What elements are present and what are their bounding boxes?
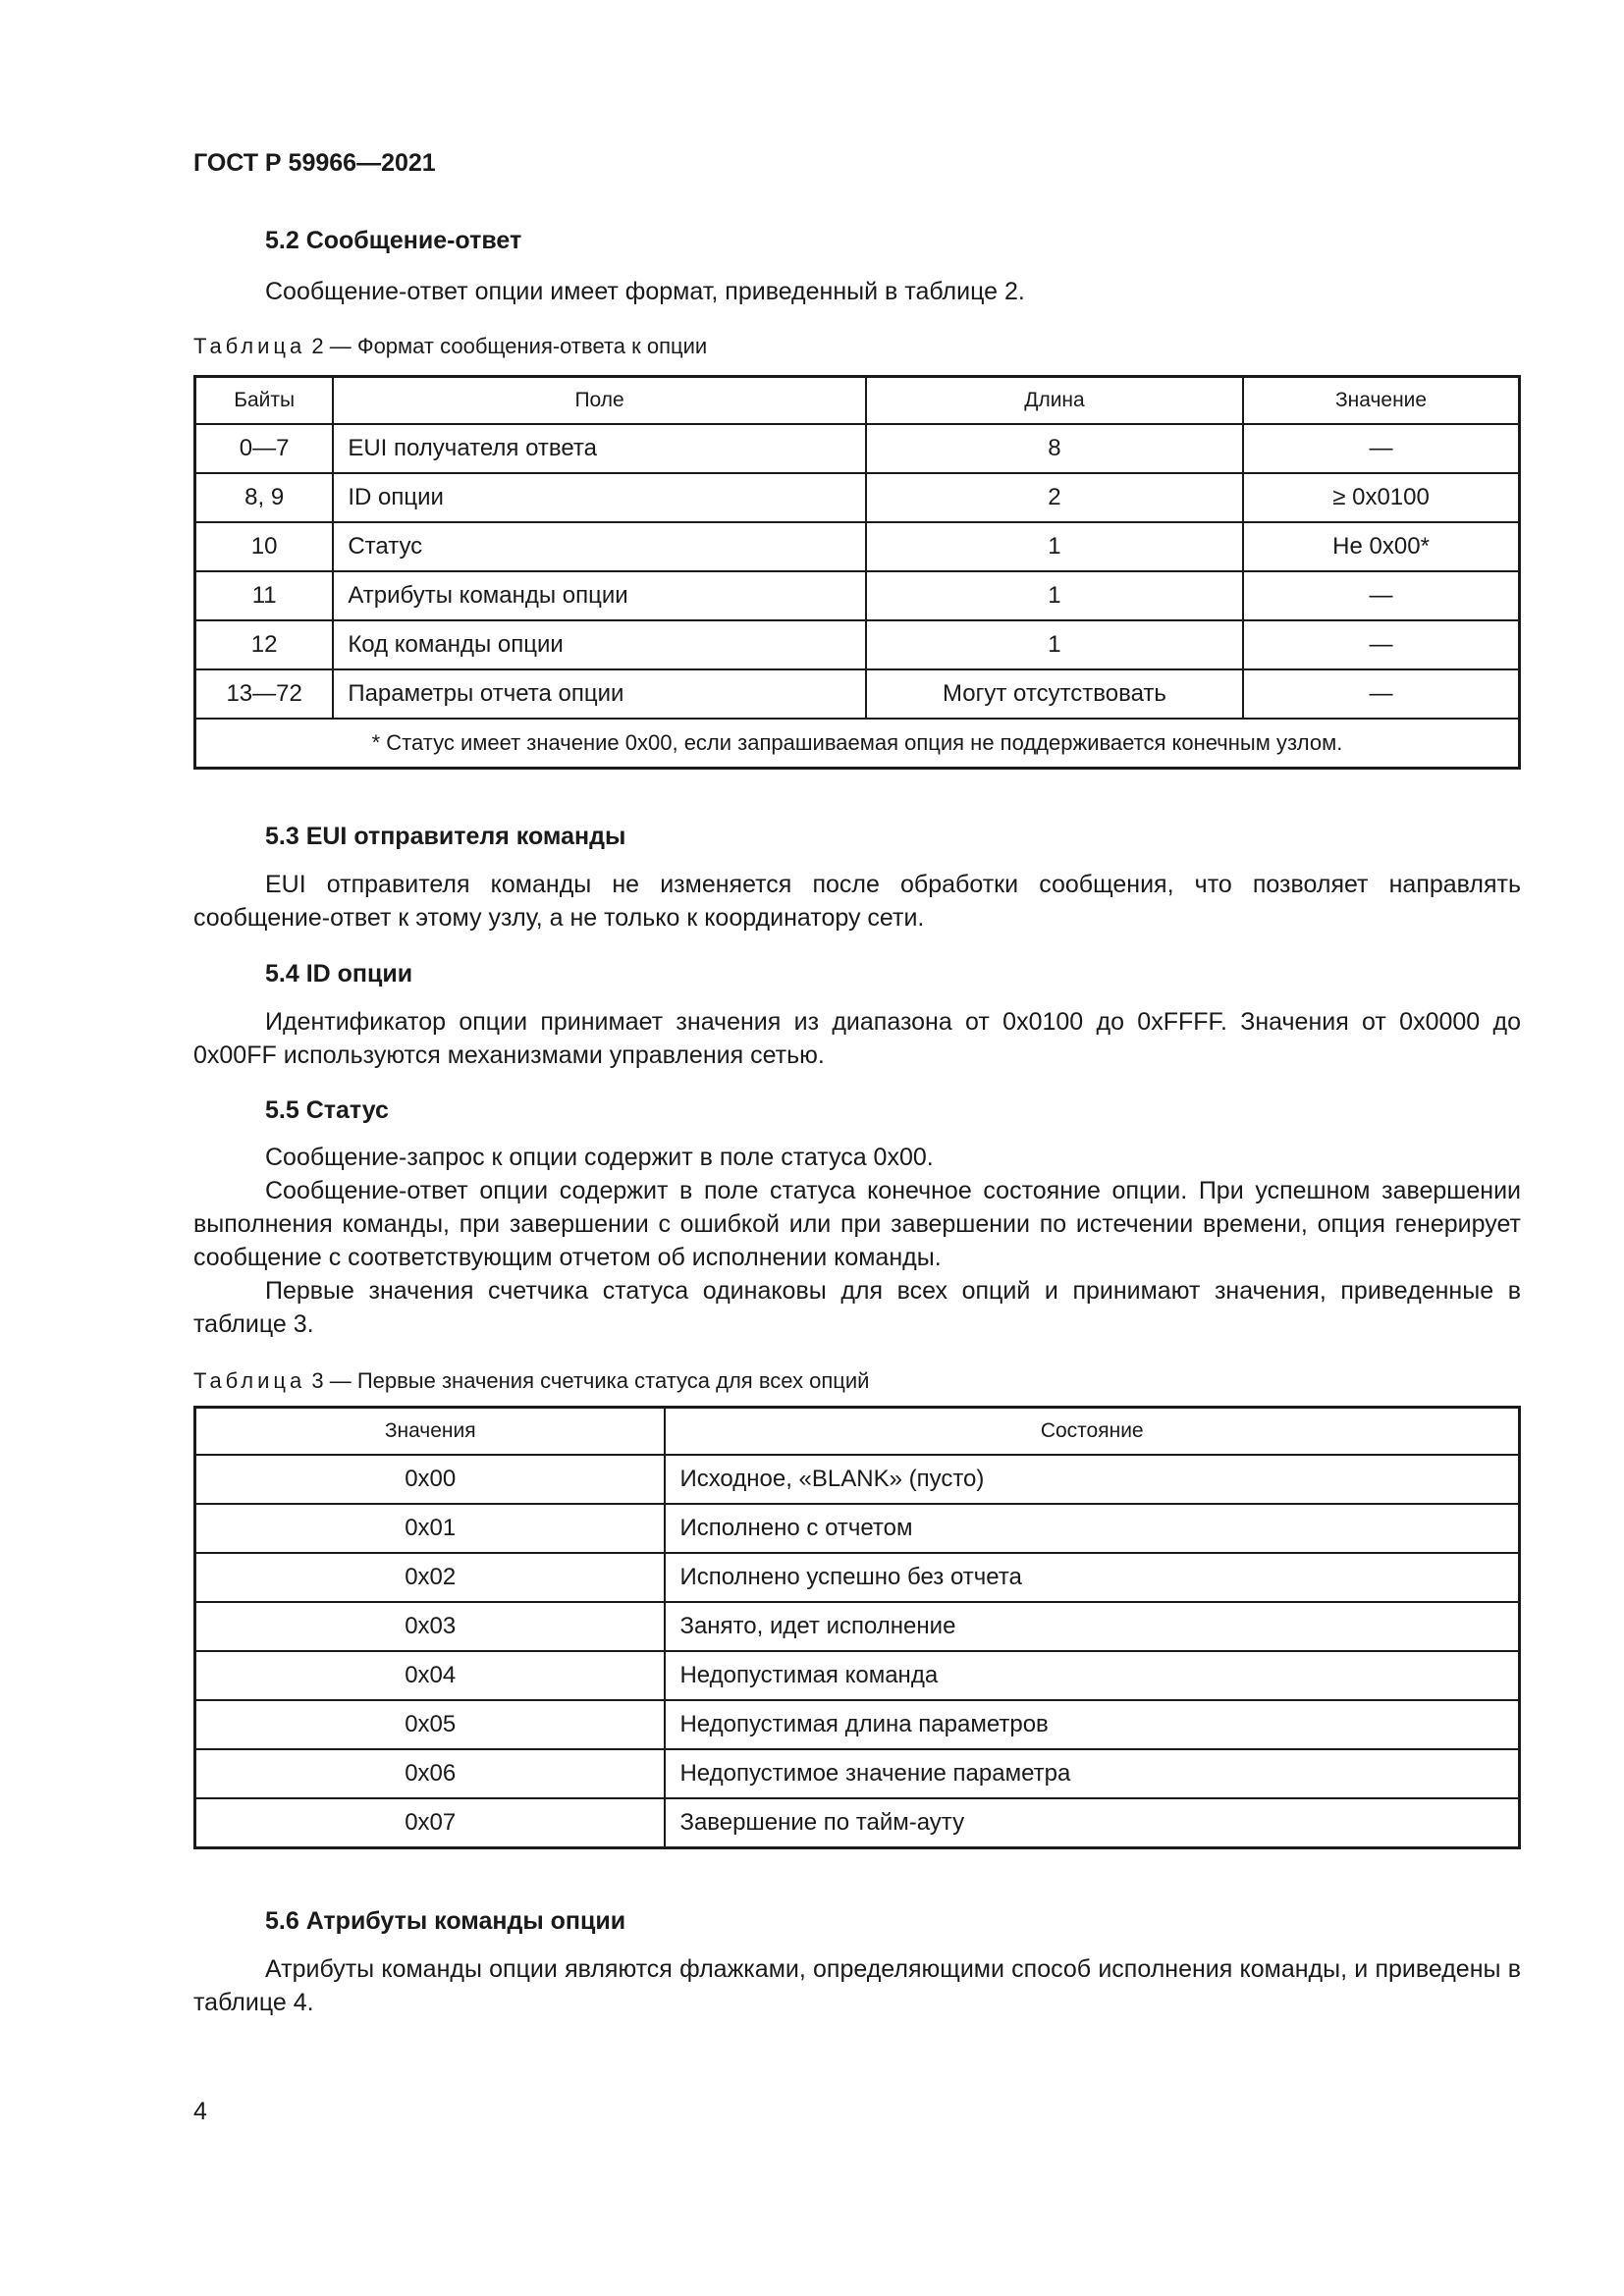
table-cell: Занято, идет исполнение bbox=[665, 1602, 1519, 1651]
section-5-6-title: 5.6 Атрибуты команды опции bbox=[265, 1907, 626, 1935]
table-row bbox=[195, 1700, 1520, 1749]
col-header: Длина bbox=[866, 377, 1243, 425]
table-cell: — bbox=[1243, 620, 1519, 669]
section-5-3-text bbox=[193, 868, 1521, 934]
table-cell: 8, 9 bbox=[195, 473, 334, 522]
table-cell: Не 0x00* bbox=[1243, 522, 1519, 571]
section-5-2-title: 5.2 Сообщение-ответ bbox=[265, 227, 522, 254]
table-cell: 0x04 bbox=[195, 1651, 666, 1700]
table-row bbox=[195, 473, 1520, 522]
table-cell: 13—72 bbox=[195, 669, 334, 719]
table-row bbox=[195, 522, 1520, 571]
paragraph: Первые значения счетчика статуса одинаковы для всех опций и принимают значения, приведенные в таблице 3. bbox=[193, 1277, 1521, 1338]
table-row bbox=[195, 424, 1520, 473]
section-5-5-text bbox=[193, 1141, 1521, 1341]
table-cell: 1 bbox=[866, 571, 1243, 620]
table-cell: 1 bbox=[866, 522, 1243, 571]
document-header: ГОСТ Р 59966—2021 bbox=[193, 149, 436, 177]
table-cell: 12 bbox=[195, 620, 334, 669]
col-header: Байты bbox=[195, 377, 334, 425]
table-cell: Недопустимая команда bbox=[665, 1651, 1519, 1700]
table-cell: Могут отсутствовать bbox=[866, 669, 1243, 719]
table-row bbox=[195, 1553, 1520, 1602]
table-row bbox=[195, 1798, 1520, 1848]
paragraph: Атрибуты команды опции являются флажками, определяющими способ исполнения команды, и приведены в таблице 4. bbox=[193, 1955, 1521, 2016]
paragraph: Сообщение-ответ опции имеет формат, приведенный в таблице 2. bbox=[265, 278, 1025, 305]
table-header-row bbox=[195, 377, 1520, 425]
table-cell: EUI получателя ответа bbox=[333, 424, 866, 473]
table-cell: 1 bbox=[866, 620, 1243, 669]
table-cell: Исполнено успешно без отчета bbox=[665, 1553, 1519, 1602]
caption-text: 2 — Формат сообщения-ответа к опции bbox=[305, 334, 708, 358]
table-2-caption bbox=[193, 334, 707, 359]
table-cell: 8 bbox=[866, 424, 1243, 473]
section-5-4-title: 5.4 ID опции bbox=[265, 960, 413, 988]
col-header: Значения bbox=[195, 1408, 666, 1456]
section-5-4-text bbox=[193, 1005, 1521, 1072]
table-2 bbox=[193, 375, 1521, 770]
col-header: Поле bbox=[333, 377, 866, 425]
table-row bbox=[195, 1602, 1520, 1651]
table-header-row bbox=[195, 1408, 1520, 1456]
table-cell: 0x07 bbox=[195, 1798, 666, 1848]
table-3-caption bbox=[193, 1368, 869, 1394]
col-header: Состояние bbox=[665, 1408, 1519, 1456]
table-cell: 0—7 bbox=[195, 424, 334, 473]
section-5-5-title: 5.5 Статус bbox=[265, 1096, 389, 1124]
table-3 bbox=[193, 1406, 1521, 1849]
table-cell: 0x05 bbox=[195, 1700, 666, 1749]
section-5-3-title: 5.3 EUI отправителя команды bbox=[265, 823, 626, 850]
caption-label: Таблица bbox=[193, 334, 306, 358]
table-cell: Статус bbox=[333, 522, 866, 571]
table-cell: — bbox=[1243, 571, 1519, 620]
table-cell: ID опции bbox=[333, 473, 866, 522]
table-cell: Завершение по тайм-ауту bbox=[665, 1798, 1519, 1848]
paragraph: Сообщение-ответ опции содержит в поле статуса конечное состояние опции. При успешном завершении выполнения команды, при завершении с ошибкой или при завершении по истечении времени, опция генерирует сообщение с соответствующим отчетом об исполнении команды. bbox=[193, 1177, 1521, 1271]
table-cell: Недопустимая длина параметров bbox=[665, 1700, 1519, 1749]
table-cell: Исполнено с отчетом bbox=[665, 1504, 1519, 1553]
table-cell: Код команды опции bbox=[333, 620, 866, 669]
table-row bbox=[195, 1651, 1520, 1700]
caption-label: Таблица bbox=[193, 1368, 306, 1393]
section-5-6-text bbox=[193, 1952, 1521, 2019]
table-cell: Атрибуты команды опции bbox=[333, 571, 866, 620]
paragraph: Идентификатор опции принимает значения из диапазона от 0x0100 до 0xFFFF. Значения от 0x0000 до 0x00FF используются механизмами управления сетью. bbox=[193, 1008, 1521, 1069]
table-row bbox=[195, 1504, 1520, 1553]
table-cell: — bbox=[1243, 424, 1519, 473]
table-cell: — bbox=[1243, 669, 1519, 719]
table-cell: Параметры отчета опции bbox=[333, 669, 866, 719]
col-header: Значение bbox=[1243, 377, 1519, 425]
table-cell: 0x02 bbox=[195, 1553, 666, 1602]
table-row bbox=[195, 1455, 1520, 1504]
table-cell: 0x03 bbox=[195, 1602, 666, 1651]
table-cell: Исходное, «BLANK» (пусто) bbox=[665, 1455, 1519, 1504]
caption-text: 3 — Первые значения счетчика статуса для всех опций bbox=[305, 1368, 870, 1393]
section-5-2-text bbox=[193, 275, 1521, 308]
table-row bbox=[195, 1749, 1520, 1798]
table-cell: 2 bbox=[866, 473, 1243, 522]
table-cell: ≥ 0x0100 bbox=[1243, 473, 1519, 522]
table-cell: Недопустимое значение параметра bbox=[665, 1749, 1519, 1798]
table-row bbox=[195, 620, 1520, 669]
table-row bbox=[195, 571, 1520, 620]
table-cell: 0x06 bbox=[195, 1749, 666, 1798]
paragraph: Сообщение-запрос к опции содержит в поле статуса 0x00. bbox=[265, 1144, 934, 1171]
table-cell: 0x01 bbox=[195, 1504, 666, 1553]
table-cell: 11 bbox=[195, 571, 334, 620]
table-cell: 10 bbox=[195, 522, 334, 571]
table-note-row bbox=[195, 719, 1520, 769]
page-number: 4 bbox=[193, 2098, 207, 2125]
paragraph: EUI отправителя команды не изменяется после обработки сообщения, что позволяет направлять сообщение-ответ к этому узлу, а не только к координатору сети. bbox=[193, 871, 1521, 932]
table-cell: 0x00 bbox=[195, 1455, 666, 1504]
table-footnote: * Статус имеет значение 0x00, если запрашиваемая опция не поддерживается конечным узлом. bbox=[195, 719, 1520, 769]
table-row bbox=[195, 669, 1520, 719]
